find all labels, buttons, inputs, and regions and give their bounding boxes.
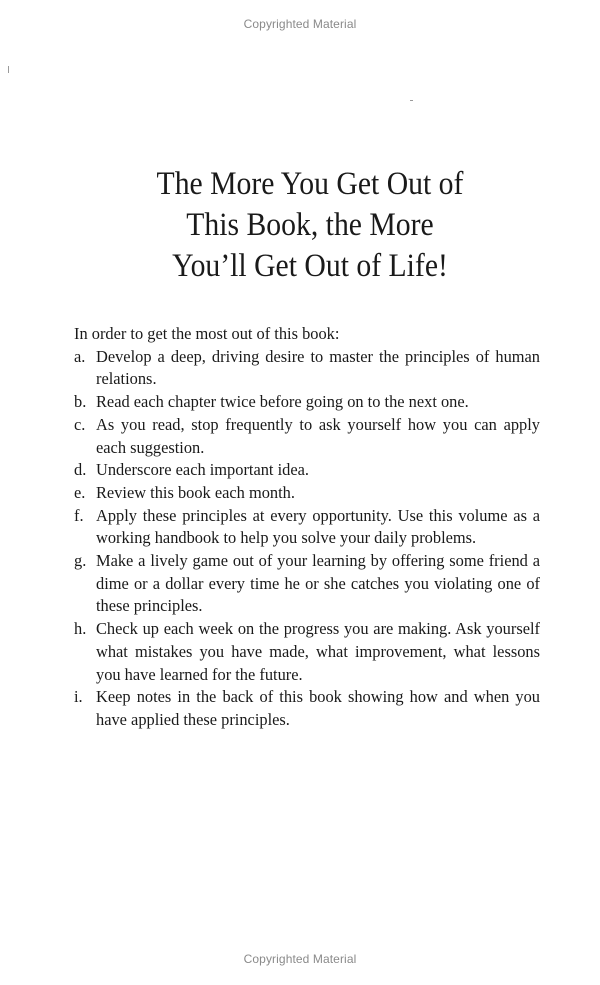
list-item <box>74 346 540 391</box>
copyright-footer: Copyrighted Material <box>243 952 357 966</box>
list-marker: b. <box>74 392 87 412</box>
list-item-text: Keep notes in the back of this book showing how and when you have applied these principles. <box>96 687 540 729</box>
list-marker: e. <box>74 482 86 502</box>
list-item-text: Read each chapter twice before going on to the next one. <box>96 392 469 412</box>
body-text <box>74 323 540 732</box>
list-item <box>74 414 540 459</box>
list-item-text: As you read, stop frequently to ask yourself how you can apply each suggestion. <box>96 414 540 457</box>
list-item-text: Develop a deep, driving desire to master the principles of human relations. <box>96 346 540 389</box>
title-line-3: You’ll Get Out of Life! <box>172 248 448 284</box>
list-item-text: Apply these principles at every opportunity. Use this volume as a working handbook to help you solve your daily problems. <box>96 505 540 548</box>
scan-mark <box>410 100 413 101</box>
list-item <box>74 459 540 482</box>
list-marker: a. <box>74 346 86 366</box>
list-item-text: Underscore each important idea. <box>96 460 309 480</box>
list-item <box>74 618 540 686</box>
list-marker: d. <box>74 460 87 480</box>
copyright-header: Copyrighted Material <box>243 17 357 31</box>
page-title <box>31 164 589 287</box>
title-line-1: The More You Get Out of <box>156 166 464 202</box>
scan-mark <box>8 66 9 73</box>
list-marker: c. <box>74 414 86 434</box>
list-item-text: Make a lively game out of your learning by offering some friend a dime or a dollar every time he or she catches you violating one of these principles. <box>96 551 540 616</box>
list-item <box>74 550 540 618</box>
tips-list <box>74 346 540 732</box>
list-marker: h. <box>74 619 87 639</box>
intro-paragraph: In order to get the most out of this book: <box>74 324 340 343</box>
list-marker: i. <box>74 687 83 707</box>
list-marker: f. <box>74 505 84 525</box>
list-item-text: Review this book each month. <box>96 482 295 502</box>
list-item <box>74 391 540 414</box>
title-line-2: This Book, the More <box>186 207 434 243</box>
list-item-text: Check up each week on the progress you are making. Ask yourself what mistakes you have made, what improvement, what lessons you have learned for the future. <box>96 619 540 684</box>
list-item <box>74 482 540 505</box>
list-item <box>74 505 540 550</box>
list-item <box>74 686 540 731</box>
list-marker: g. <box>74 551 87 571</box>
